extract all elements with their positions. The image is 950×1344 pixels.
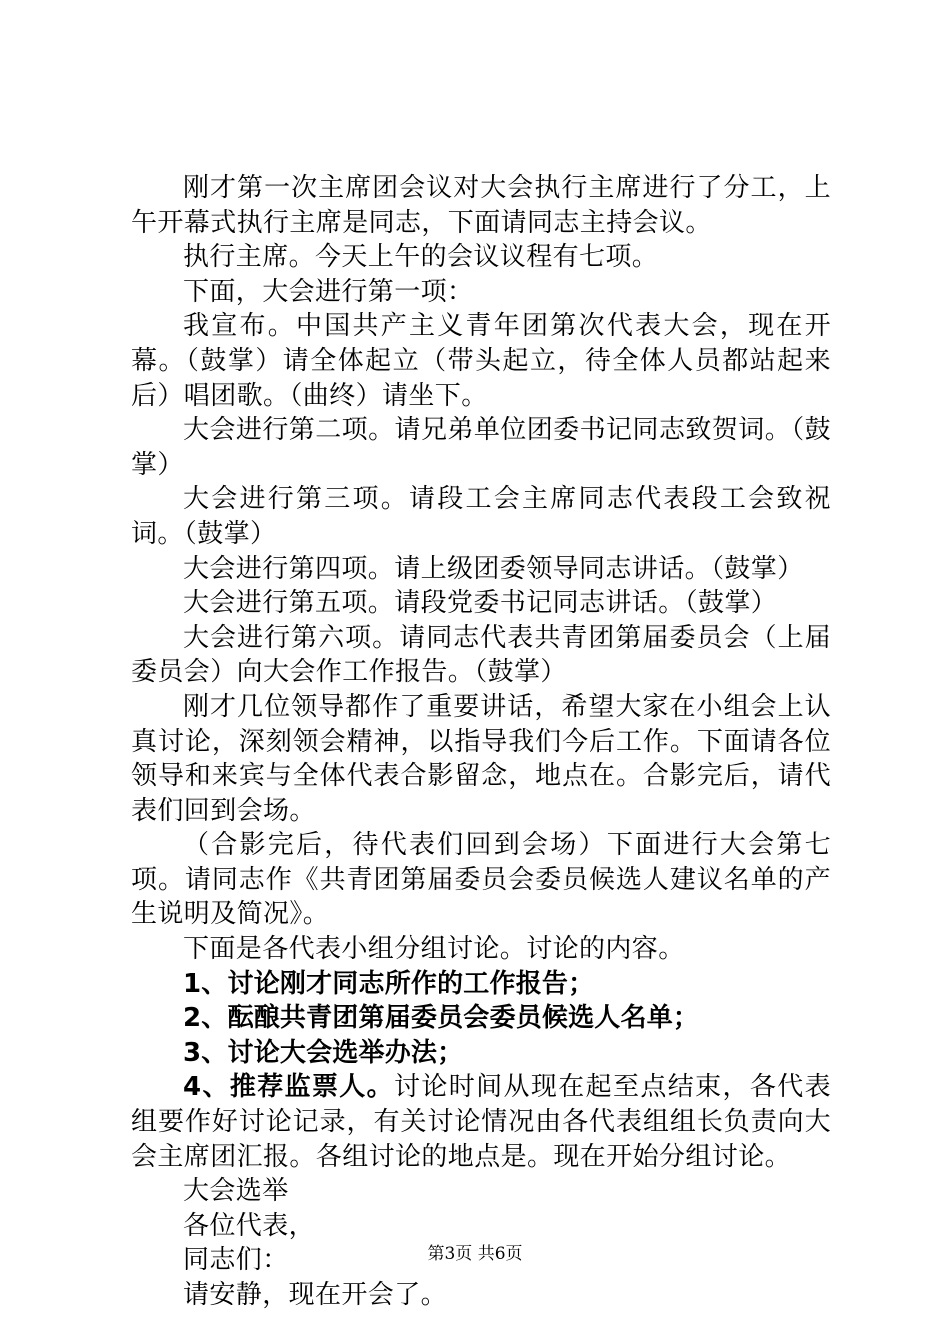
paragraph: 刚才第一次主席团会议对大会执行主席进行了分工，上午开幕式执行主席是同志，下面请同志主持会议。 bbox=[131, 173, 831, 238]
document-body bbox=[131, 171, 831, 1313]
paragraph: 请安静，现在开会了。 bbox=[183, 1280, 448, 1310]
paragraph: 大会进行第二项。请兄弟单位团委书记同志致贺词。（鼓掌） bbox=[131, 415, 831, 480]
paragraph: 大会进行第四项。请上级团委领导同志讲话。（鼓掌） bbox=[183, 553, 804, 584]
paragraph: 刚才几位领导都作了重要讲话，希望大家在小组会上认真讨论，深刻领会精神，以指导我们今后工作。下面请各位领导和来宾与全体代表合影留念，地点在。合影完后，请代表们回到会场。 bbox=[131, 691, 831, 826]
agenda-item-lead: 4、推荐监票人。 bbox=[183, 1072, 395, 1103]
salutation: 同志们： bbox=[183, 1245, 289, 1276]
paragraph: 大会进行第五项。请段党委书记同志讲话。（鼓掌） bbox=[183, 588, 778, 619]
paragraph: （合影完后，待代表们回到会场）下面进行大会第七项。请同志作《共青团第届委员会委员候选人建议名单的产生说明及简况》。 bbox=[131, 830, 831, 930]
agenda-item: 1、讨论刚才同志所作的工作报告； bbox=[183, 968, 595, 999]
agenda-item-note: 讨论时间从现在起至点结束，各代表组要作好讨论记录，有关讨论情况由各代表组组长负责向大会主席团汇报。各组讨论的地点是。现在开始分组讨论。 bbox=[131, 1072, 831, 1172]
paragraph: 下面是各代表小组分组讨论。讨论的内容。 bbox=[183, 934, 685, 965]
paragraph: 大会进行第三项。请段工会主席同志代表段工会致祝词。（鼓掌） bbox=[131, 484, 831, 549]
paragraph: 我宣布。中国共产主义青年团第次代表大会，现在开幕。（鼓掌）请全体起立（带头起立，待全体人员都站起来后）唱团歌。（曲终）请坐下。 bbox=[131, 311, 831, 411]
agenda-item-with-note bbox=[131, 1070, 831, 1174]
salutation: 各位代表， bbox=[183, 1210, 316, 1241]
section-heading: 大会选举 bbox=[183, 1176, 289, 1207]
agenda-item: 3、讨论大会选举办法； bbox=[183, 1037, 464, 1068]
page-number-footer: 第3页 共6页 bbox=[427, 1244, 523, 1264]
paragraph: 大会进行第六项。请同志代表共青团第届委员会（上届委员会）向大会作工作报告。（鼓掌） bbox=[131, 622, 831, 688]
paragraph: 执行主席。今天上午的会议议程有七项。 bbox=[183, 242, 659, 273]
paragraph: 下面，大会进行第一项： bbox=[183, 276, 474, 307]
agenda-item: 2、酝酿共青团第届委员会委员候选人名单； bbox=[183, 1003, 700, 1034]
